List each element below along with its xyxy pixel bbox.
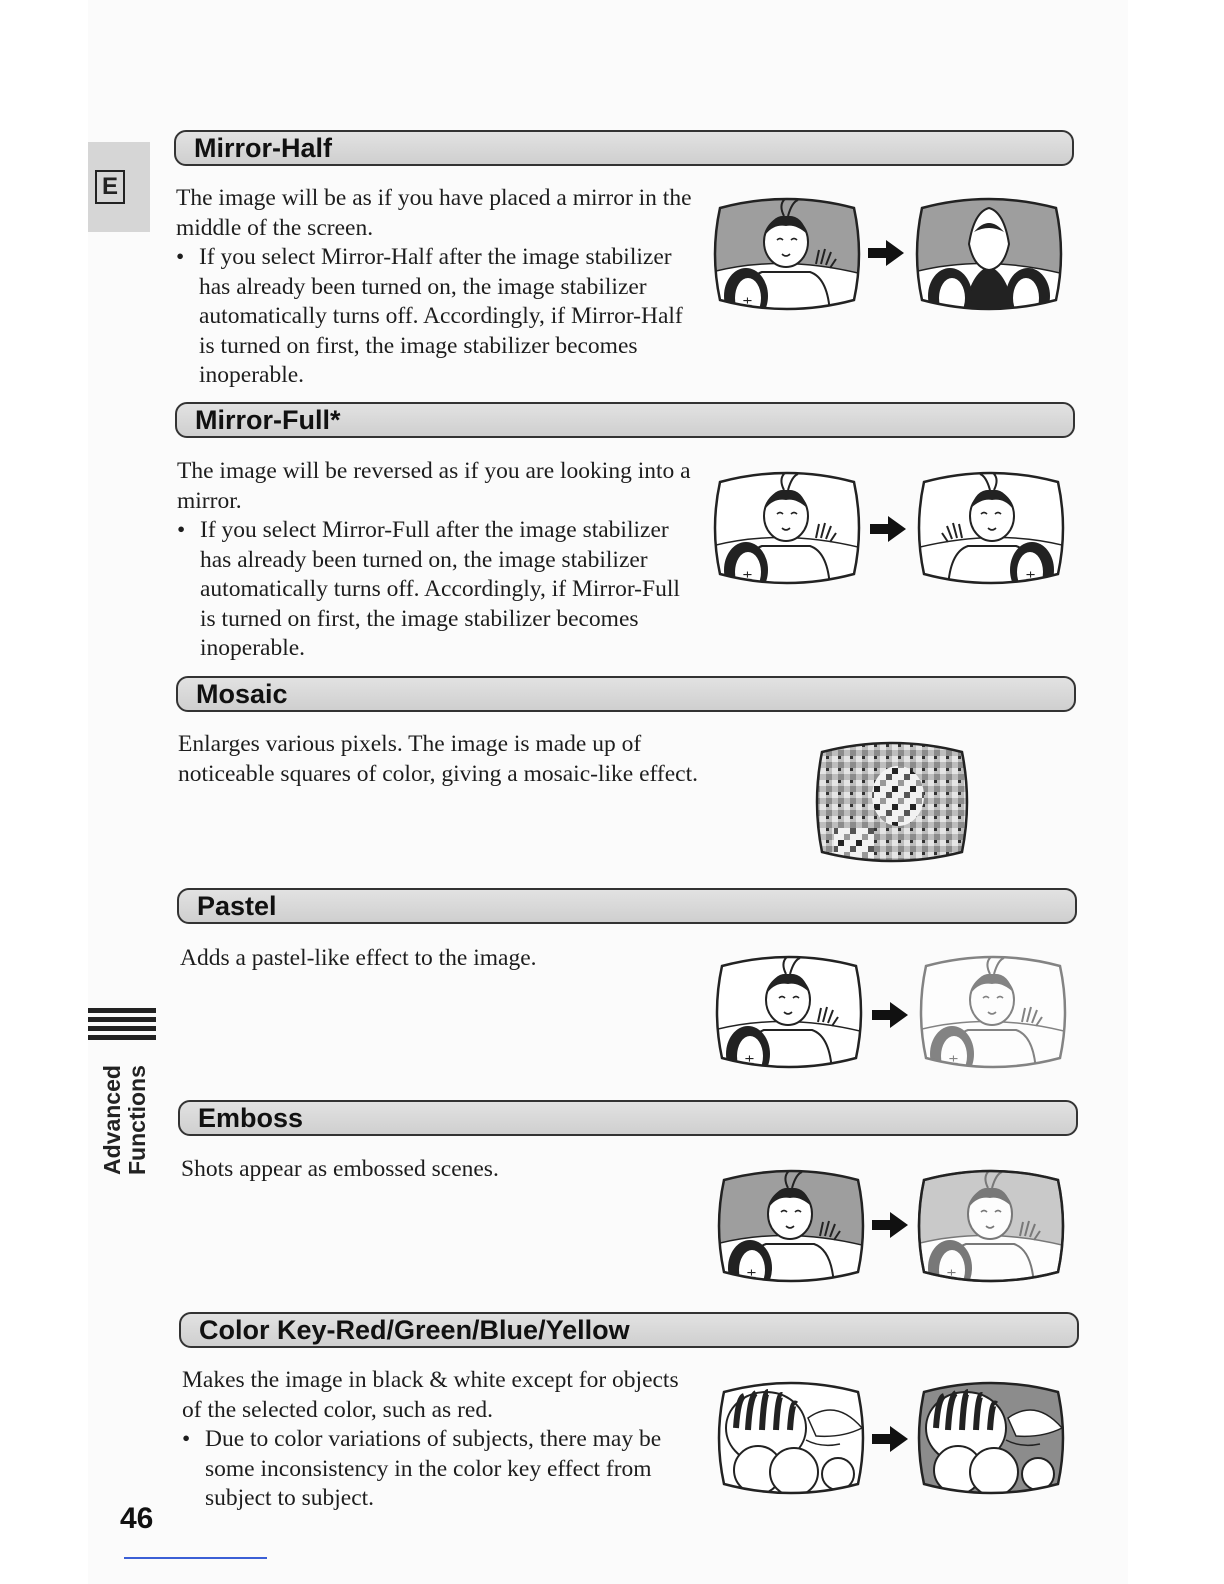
original-scene-image [714,952,864,1074]
pastel-illustration [714,950,1070,1074]
mosaic-illustration [814,738,970,866]
section-header-emboss: Emboss [178,1100,1078,1136]
section-description: Makes the image in black & white except for objects of the selected color, such as red. [182,1367,679,1423]
section-description: The image will be reversed as if you are looking into a mirror. [177,458,691,514]
color-key-illustration [716,1376,1068,1500]
arrow-right-icon [872,1212,908,1238]
section-tab-label [100,1065,150,1175]
section-label-line1: Advanced [99,1065,125,1175]
section-body-color-key [182,1366,702,1514]
section-description: The image will be as if you have placed a mirror in the middle of the screen. [176,185,692,241]
page-number: 46 [120,1502,154,1535]
language-code-badge: E [95,170,125,204]
arrow-right-icon [872,1002,908,1028]
section-header-color-key: Color Key-Red/Green/Blue/Yellow [179,1312,1079,1348]
mosaic-effect-image [817,743,967,861]
section-header-mirror-half: Mirror-Half [174,130,1074,166]
embossed-scene-image [916,1166,1066,1288]
arrow-right-icon [870,516,906,542]
bullet-item: • If you select Mirror-Half after the image stabilizer has already been turned on, the image stabilizer automatically turns off. Accordingly, if Mirror-Half is turned on first, the image stabilizer becomes inoperable. [176,243,696,391]
original-scene-image [716,1166,866,1288]
section-marker-bars [88,1008,156,1044]
bullet-item: • Due to color variations of subjects, there may be some inconsistency in the color key effect from subject to subject. [182,1425,702,1514]
section-header-pastel: Pastel [177,888,1077,924]
pastel-scene-image [918,952,1068,1074]
color-key-fruit-image [916,1378,1066,1498]
bottom-rule [124,1557,267,1559]
section-body-mosaic [178,730,698,789]
mirror-half-result-image [914,194,1064,316]
section-description: Enlarges various pixels. The image is made up of noticeable squares of color, giving a mosaic-like effect. [178,731,698,787]
section-body-emboss [181,1155,701,1185]
original-scene-image [712,194,862,316]
mirror-half-illustration [712,192,1066,316]
arrow-right-icon [868,240,904,266]
bullet-item: • If you select Mirror-Full after the image stabilizer has already been turned on, the image stabilizer automatically turns off. Accordingly, if Mirror-Full is turned on first, the image stabilizer becomes inoperable. [177,516,697,664]
emboss-illustration [716,1164,1068,1288]
original-fruit-image [716,1378,866,1498]
arrow-right-icon [872,1426,908,1452]
section-body-pastel [180,944,700,974]
section-description: Shots appear as embossed scenes. [181,1156,499,1182]
original-scene-image [712,468,862,590]
section-body-mirror-full [177,457,697,664]
section-body-mirror-half [176,184,696,391]
section-header-mosaic: Mosaic [176,676,1076,712]
section-label-line2: Functions [124,1065,150,1175]
section-description: Adds a pastel-like effect to the image. [180,945,537,971]
section-header-mirror-full: Mirror-Full* [175,402,1075,438]
mirror-full-illustration [712,466,1068,590]
mirrored-scene-image [916,468,1066,590]
